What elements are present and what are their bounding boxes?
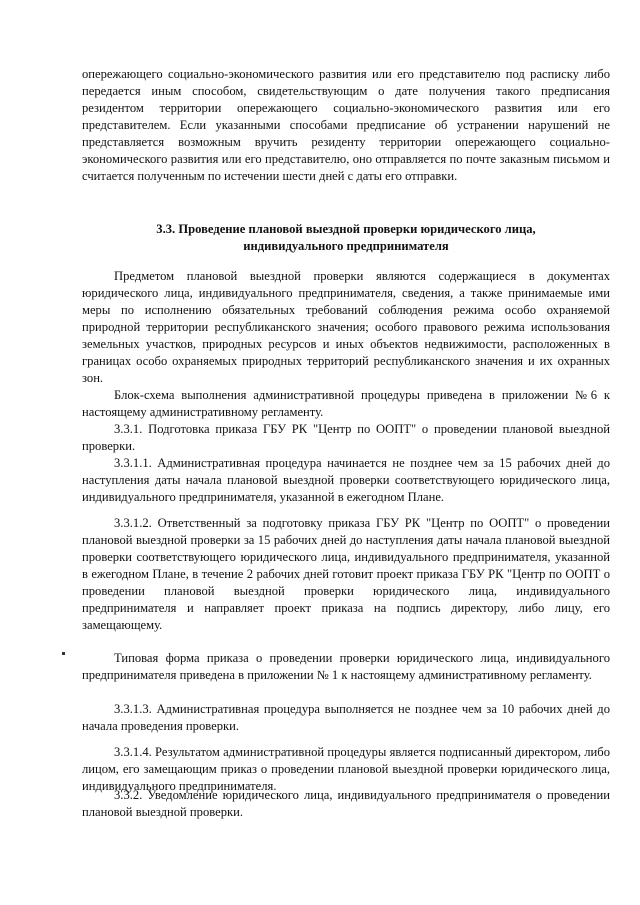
paragraph-flowchart-ref: Блок-схема выполнения административной процедуры приведена в приложении №6 к настоящему административному регламенту. xyxy=(82,388,610,419)
margin-mark xyxy=(62,652,65,655)
section-heading-line1: 3.3. Проведение плановой выездной проверки юридического лица, xyxy=(156,222,536,236)
paragraph-inspection-subject: Предметом плановой выездной проверки являются содержащиеся в документах юридического лица, индивидуального предпринимателя, сведения, а также принимаемые ими меры по исполнению обязательных требований соблюдения режима особо охраняемой природной территории республиканского значения; особого правового режима использования земельных участков, природных ресурсов и иных объектов недвижимости, расположенных в границах особо охраняемых природных территорий республиканского значения и их охранных зон. xyxy=(82,269,610,385)
paragraph-3-3-1-4: 3.3.1.4. Результатом административной процедуры является подписанный директором, либо лицом, его замещающим приказ о проведении плановой выездной проверки юридического лица, индивидуального предпринимателя. xyxy=(82,745,610,793)
paragraph-3-3-2: 3.3.2. Уведомление юридического лица, индивидуального предпринимателя о проведении плановой выездной проверки. xyxy=(82,788,610,819)
paragraph-3-3-1-1: 3.3.1.1. Административная процедура начинается не позднее чем за 15 рабочих дней до наступления даты начала плановой выездной проверки соответствующего юридического лица, индивидуального предпринимателя, указанной в ежегодном Плане. xyxy=(82,456,610,504)
paragraph-3-3-1-3: 3.3.1.3. Административная процедура выполняется не позднее чем за 10 рабочих дней до начала проведения проверки. xyxy=(82,702,610,733)
paragraph-3-3-1-2: 3.3.1.2. Ответственный за подготовку приказа ГБУ РК "Центр по ООПТ" о проведении плановой выездной проверки за 15 рабочих дней до наступления даты начала плановой выездной проверки соответствующего юридического лица, индивидуального предпринимателя, указанной в ежегодном Плане, в течение 2 рабочих дней готовит проект приказа ГБУ РК "Центр по ООПТ о проведении плановой выездной проверки юридического лица, индивидуального предпринимателя и направляет проект приказа на подпись директору, либо лицу, его замещающему. xyxy=(82,516,610,632)
paragraph-prescription-delivery: опережающего социально-экономического развития или его представителю под расписку либо передается иным способом, свидетельствующим о дате получения такого предписания резидентом территории опережающего социально-экономического развития или его представителем. Если указанными способами предписание об устранении нарушений не представляется возможным вручить резиденту территории опережающего социально-экономического развития или его представителю, оно отправляется по почте заказным письмом и считается полученным по истечении шести дней с даты его отправки. xyxy=(82,67,610,183)
section-heading-line2: индивидуального предпринимателя xyxy=(243,239,449,253)
paragraph-3-3-1: 3.3.1. Подготовка приказа ГБУ РК "Центр по ООПТ" о проведении плановой выездной проверки. xyxy=(82,422,610,453)
paragraph-typical-form: Типовая форма приказа о проведении проверки юридического лица, индивидуального предпринимателя приведена в приложении № 1 к настоящему административному регламенту. xyxy=(82,651,610,682)
